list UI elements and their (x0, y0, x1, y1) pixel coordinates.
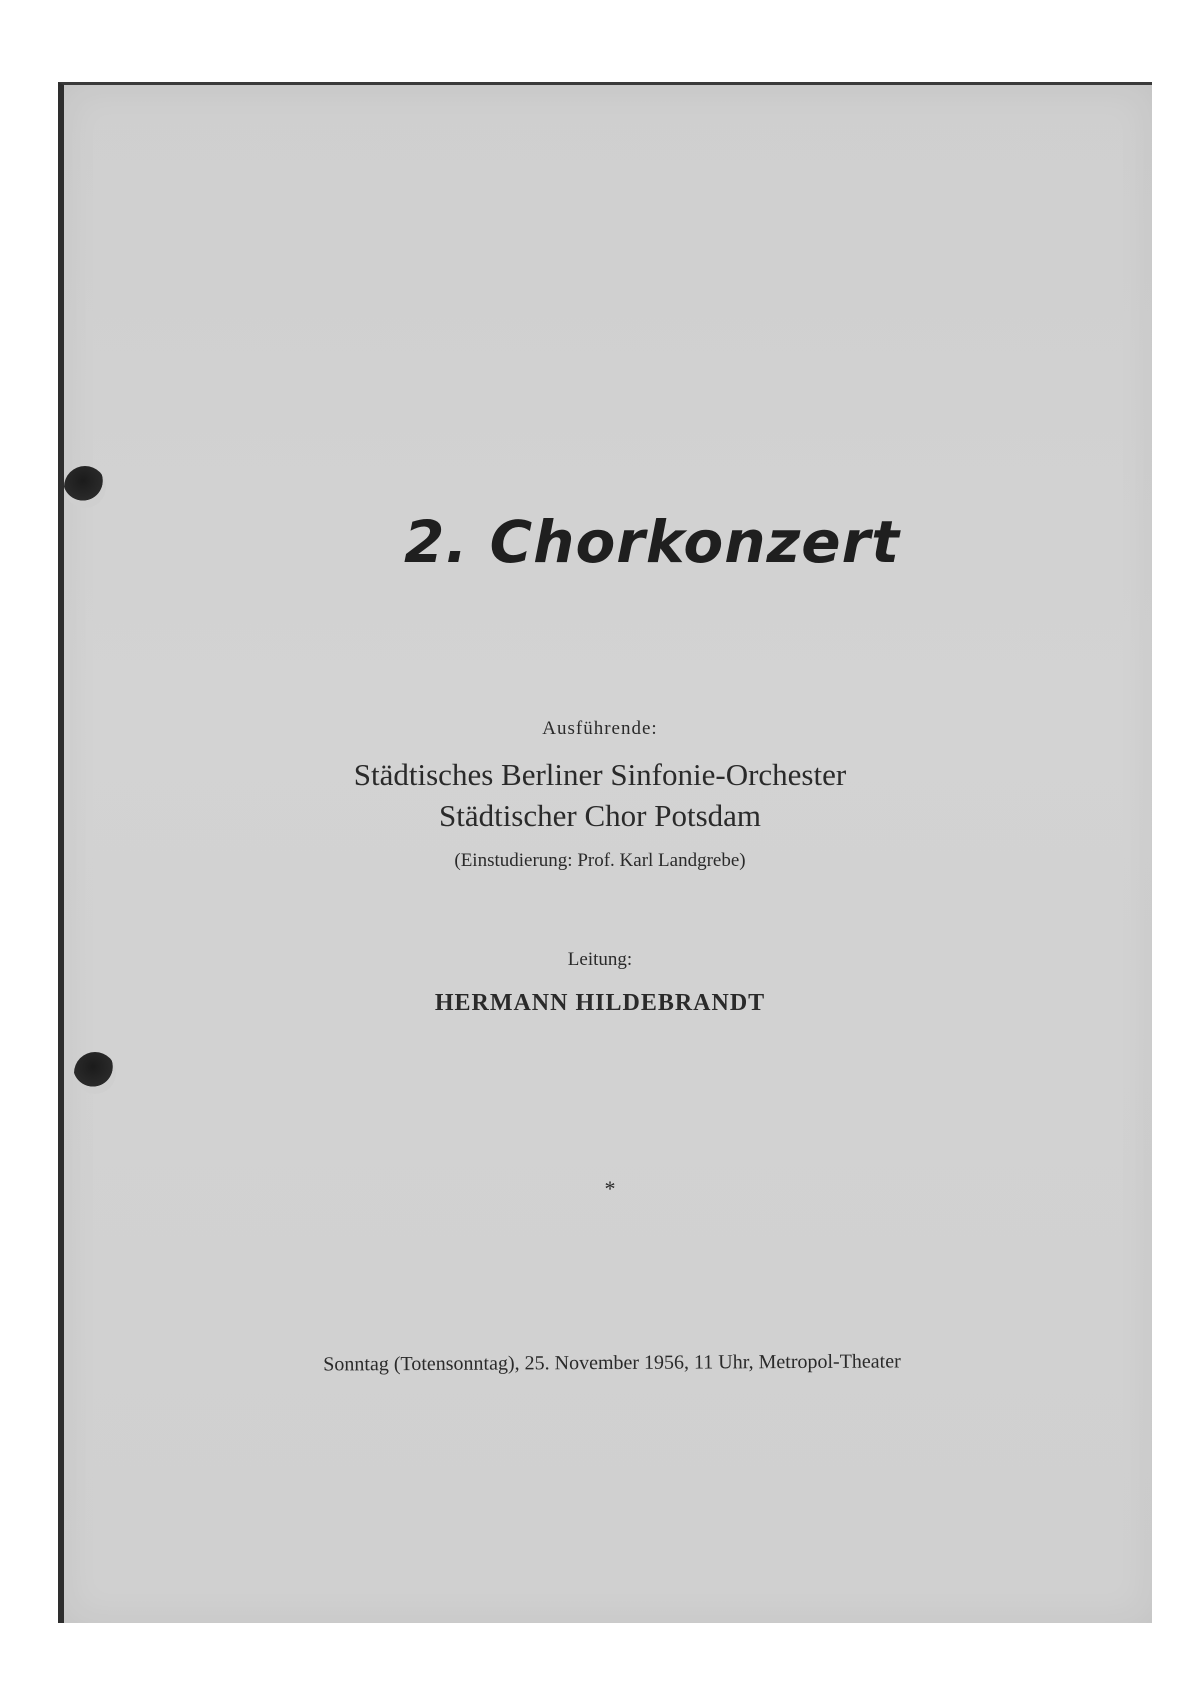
event-date-venue: Sonntag (Totensonntag), 25. November 1956, 11 Uhr, Metropol-Theater (323, 1350, 901, 1376)
punch-hole-bottom (74, 1052, 116, 1094)
conductor-name: HERMANN HILDEBRANDT (434, 990, 766, 1016)
orchestra-name: Städtisches Berliner Sinfonie-Orchester (353, 757, 847, 792)
rehearsal-note: (Einstudierung: Prof. Karl Landgrebe) (454, 850, 746, 871)
conductor-label: Leitung: (567, 949, 633, 970)
separator-asterisk: * (604, 1176, 616, 1201)
concert-title: 2. Chorkonzert (404, 508, 900, 576)
choir-name: Städtischer Chor Potsdam (438, 798, 762, 833)
performers-label: Ausführende: (542, 718, 658, 739)
punch-hole-top (64, 466, 106, 508)
